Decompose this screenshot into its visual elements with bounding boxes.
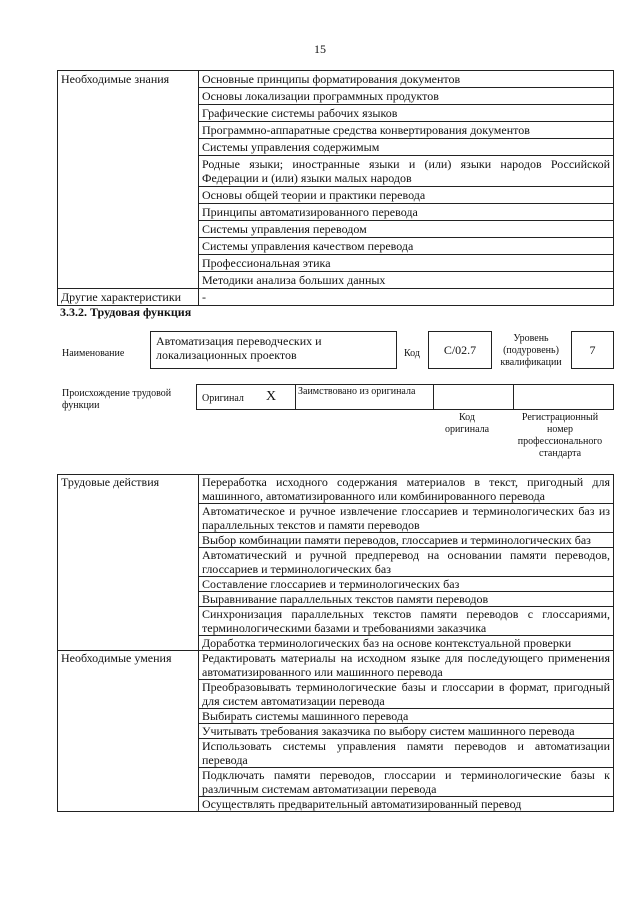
- knowledge-item: Профессиональная этика: [199, 255, 614, 272]
- knowledge-item: Системы управления переводом: [199, 221, 614, 238]
- knowledge-item: Методики анализа больших данных: [199, 272, 614, 289]
- section-heading: 3.3.2. Трудовая функция: [60, 305, 192, 319]
- knowledge-item: Принципы автоматизированного перевода: [199, 204, 614, 221]
- code-value: С/02.7: [428, 331, 492, 369]
- knowledge-item: Графические системы рабочих языков: [199, 105, 614, 122]
- action-item: Выравнивание параллельных текстов памяти переводов: [199, 592, 614, 607]
- action-item: Выбор комбинации памяти переводов, глоссариев и терминологических баз: [199, 533, 614, 548]
- knowledge-item: Родные языки; иностранные языки и (или) языки народов Российской Федерации и (или) языки малых народов: [199, 156, 614, 187]
- origin-label: Происхождение трудовой функции: [62, 388, 172, 411]
- skill-item: Использовать системы управления памяти переводов и автоматизации перевода: [199, 739, 614, 768]
- origin-divider: [295, 385, 296, 409]
- reg-number-label: Регистрационный номер профессионального стандарта: [517, 412, 603, 459]
- action-item: Переработка исходного содержания материалов в текст, пригодный для машинного, автоматизированного или комбинированного перевода: [199, 475, 614, 504]
- knowledge-item: Системы управления качеством перевода: [199, 238, 614, 255]
- table-row: [58, 475, 614, 504]
- level-label: Уровень (подуровень) квалификации: [500, 333, 562, 368]
- knowledge-item: Системы управления содержимым: [199, 139, 614, 156]
- table-row: [58, 289, 614, 306]
- original-label: Оригинал: [202, 393, 244, 404]
- action-item: Автоматический и ручной предперевод на основании памяти переводов, глоссариев и терминологических баз: [199, 548, 614, 577]
- actions-table: [57, 474, 614, 812]
- other-characteristics-label: Другие характеристики: [58, 289, 199, 306]
- knowledge-item: Программно-аппаратные средства конвертирования документов: [199, 122, 614, 139]
- name-label: Наименование: [62, 348, 125, 359]
- original-mark: X: [266, 389, 277, 404]
- other-characteristics-value: -: [199, 289, 614, 306]
- skill-item: Учитывать требования заказчика по выбору систем машинного перевода: [199, 724, 614, 739]
- action-item: Автоматическое и ручное извлечение глоссариев и терминологических баз из параллельных текстов и памяти переводов: [199, 504, 614, 533]
- skill-item: Подключать памяти переводов, глоссарии и терминологические базы к различным системам автоматизации перевода: [199, 768, 614, 797]
- table-row: [58, 71, 614, 88]
- knowledge-item: Основные принципы форматирования документов: [199, 71, 614, 88]
- actions-label: Трудовые действия: [58, 475, 199, 651]
- skill-item: Редактировать материалы на исходном языке для последующего применения автоматизированного или машинного перевода: [199, 651, 614, 680]
- code-label: Код: [404, 348, 420, 359]
- action-item: Составление глоссариев и терминологических баз: [199, 577, 614, 592]
- skills-label: Необходимые умения: [58, 651, 199, 812]
- knowledge-table: [57, 70, 614, 306]
- name-value: Автоматизация переводческих и локализационных проектов: [150, 331, 397, 369]
- knowledge-item: Основы общей теории и практики перевода: [199, 187, 614, 204]
- origin-divider: [513, 385, 514, 409]
- knowledge-item: Основы локализации программных продуктов: [199, 88, 614, 105]
- table-row: [58, 651, 614, 680]
- skill-item: Преобразовывать терминологические базы и глоссарии в формат, пригодный для систем автоматизации перевода: [199, 680, 614, 709]
- borrowed-label: Заимствовано из оригинала: [298, 386, 416, 397]
- code-original-label: Код оригинала: [444, 412, 490, 435]
- skill-item: Осуществлять предварительный автоматизированный перевод: [199, 797, 614, 812]
- knowledge-label: Необходимые знания: [58, 71, 199, 289]
- skill-item: Выбирать системы машинного перевода: [199, 709, 614, 724]
- action-item: Синхронизация параллельных текстов памяти переводов с глоссариями, терминологическими базами и требованиями заказчика: [199, 607, 614, 636]
- page-number: 15: [314, 42, 326, 56]
- action-item: Доработка терминологических баз на основе контекстуальной проверки: [199, 636, 614, 651]
- level-value: 7: [571, 331, 614, 369]
- origin-divider: [433, 385, 434, 409]
